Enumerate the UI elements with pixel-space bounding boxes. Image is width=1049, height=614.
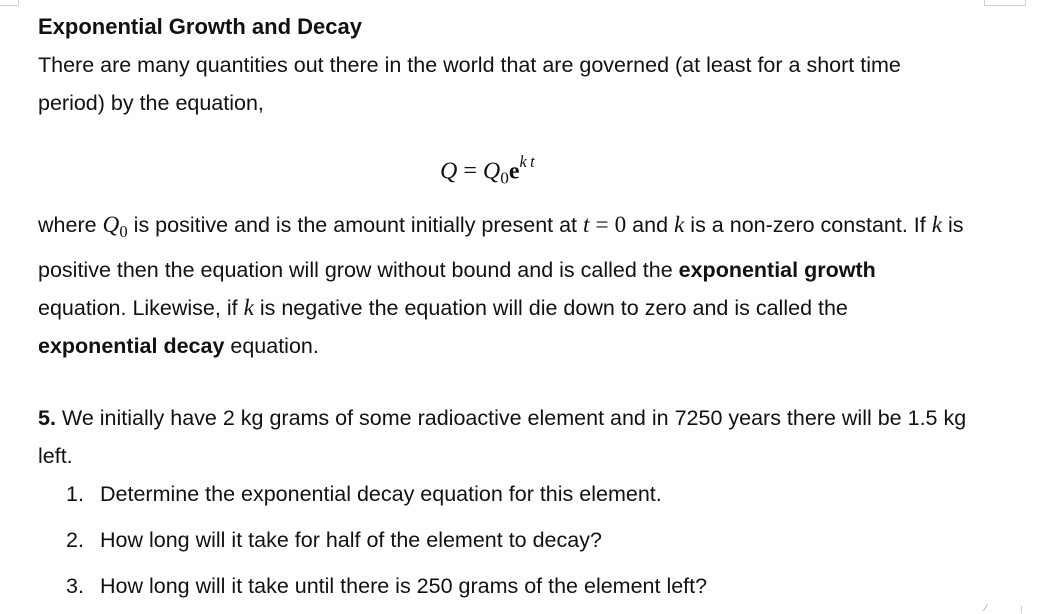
math-k: k — [931, 212, 943, 238]
item-text: Determine the exponential decay equation for this element. — [100, 482, 662, 506]
text-run: equation. Likewise, if — [38, 296, 244, 320]
page-title: Exponential Growth and Decay — [38, 14, 362, 39]
eq-lhs: Q — [440, 158, 458, 185]
item-number: 3. — [66, 574, 84, 598]
eq-base-e: e — [508, 158, 520, 185]
text-run: and — [626, 213, 675, 237]
intro-paragraph: There are many quantities out there in the world that are governed (at least for a short time period) by the equation, — [38, 53, 901, 115]
math-k: k — [674, 212, 685, 238]
list-item — [66, 522, 602, 558]
exponential-growth-term: exponential growth — [678, 258, 876, 282]
math-zero: 0 — [614, 212, 627, 238]
window-corner-left — [0, 0, 19, 6]
text-run: where — [38, 213, 103, 237]
eq-exp-t: t — [530, 152, 535, 171]
eq-equals: = — [463, 158, 477, 185]
problem-text: We initially have 2 kg grams of some radioactive element and in 7250 years there will be 1.5 kg left. — [38, 406, 967, 468]
math-t: t — [583, 212, 590, 238]
eq-q0: Q — [482, 158, 501, 185]
window-corner-right — [984, 0, 1026, 6]
item-number: 1. — [66, 482, 84, 506]
math-k: k — [243, 295, 254, 321]
math-equals: = — [595, 212, 609, 238]
text-run: is positive and is the amount initially present at — [127, 213, 584, 237]
item-text: How long will it take for half of the element to decay? — [100, 528, 602, 552]
math-q-subscript: 0 — [119, 222, 128, 241]
math-q: Q — [102, 212, 120, 238]
text-run: is negative the equation will die down to zero and is called the — [253, 296, 848, 320]
text-run: equation. — [224, 334, 319, 358]
list-item — [66, 476, 662, 512]
item-text: How long will it take until there is 250 grams of the element left? — [100, 574, 708, 598]
exponential-equation — [440, 144, 535, 197]
problem-number: 5. — [38, 406, 56, 430]
problem-statement — [38, 399, 968, 475]
text-run: is positive then the equation will grow without bound and is called the — [38, 213, 964, 282]
exponential-decay-term: exponential decay — [38, 334, 225, 358]
definition-paragraph — [38, 205, 968, 365]
eq-exp-k: k — [519, 152, 527, 171]
eq-q0-subscript: 0 — [500, 168, 509, 188]
list-item — [66, 568, 707, 604]
text-run: is a non-zero constant. If — [684, 213, 932, 237]
item-number: 2. — [66, 528, 84, 552]
scrollbar-edge — [1021, 606, 1022, 613]
resize-handle-icon[interactable]: ⁄ — [985, 603, 987, 614]
